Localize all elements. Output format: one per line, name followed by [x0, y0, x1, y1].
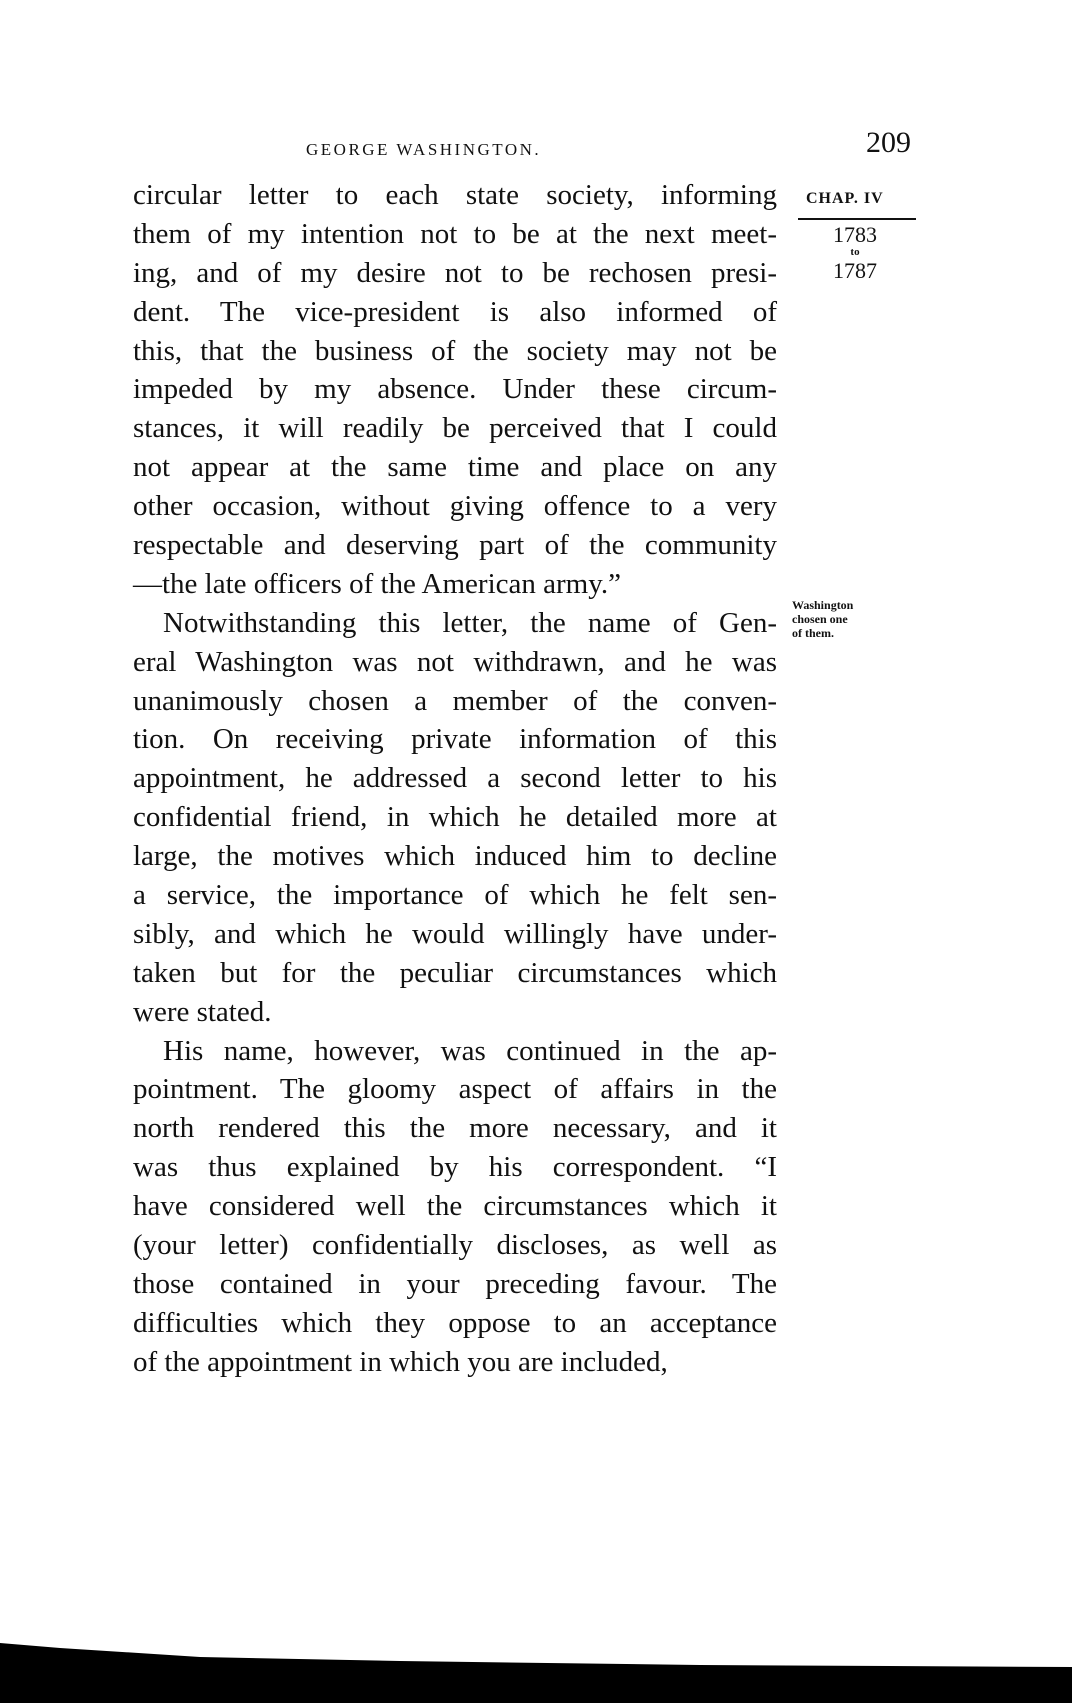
text-line: taken but for the peculiar circumstances which [133, 956, 777, 989]
year-to-word: to [850, 246, 860, 258]
text-line: those contained in your preceding favour. The [133, 1267, 777, 1300]
text-line: Notwithstanding this letter, the name of Gen- [163, 606, 777, 639]
text-line: difficulties which they oppose to an acceptance [133, 1306, 777, 1339]
body-text [133, 176, 777, 1382]
text-line: respectable and deserving part of the community [133, 529, 777, 562]
text-line: a service, the importance of which he felt sen- [133, 879, 777, 912]
text-line: large, the motives which induced him to decline [133, 840, 777, 873]
year-from: 1783 [833, 222, 877, 247]
margin-note-line: of them. [792, 626, 834, 640]
text-line: dent. The vice-president is also informed of [133, 295, 777, 328]
text-line: circular letter to each state society, informing [133, 179, 777, 211]
text-line: were stated. [133, 995, 272, 1028]
margin-note-line: Washington [792, 598, 854, 612]
text-line: (your letter) confidentially discloses, as well as [133, 1229, 777, 1262]
text-line: His name, however, was continued in the ap- [163, 1034, 777, 1067]
text-line: have considered well the circumstances which it [133, 1190, 777, 1223]
text-line: confidential friend, in which he detailed more at [133, 801, 777, 834]
text-line: not appear at the same time and place on any [133, 451, 777, 484]
text-line: this, that the business of the society may not be [133, 334, 777, 367]
text-line: them of my intention not to be at the next meet- [133, 217, 777, 250]
text-line: ing, and of my desire not to be rechosen presi- [133, 256, 777, 289]
page-number: 209 [866, 126, 911, 159]
text-line: eral Washington was not withdrawn, and he was [133, 645, 777, 678]
text-line: sibly, and which he would willingly have under- [133, 917, 777, 950]
text-line: was thus explained by his correspondent. “I [133, 1151, 777, 1184]
margin-note [792, 598, 853, 640]
margin-rule [798, 218, 916, 220]
year-to: 1787 [833, 258, 877, 283]
margin-note-line: chosen one [792, 612, 848, 626]
text-line: appointment, he addressed a second letter to his [133, 762, 777, 795]
text-line: —the late officers of the American army.” [133, 567, 621, 600]
running-title: GEORGE WASHINGTON. [306, 140, 542, 159]
text-line: stances, it will readily be perceived that I could [133, 412, 777, 445]
scan-edge-shadow [0, 1620, 1072, 1703]
text-line: of the appointment in which you are included, [133, 1345, 668, 1378]
text-line: tion. On receiving private information of this [133, 723, 777, 756]
text-line: pointment. The gloomy aspect of affairs in the [133, 1073, 777, 1106]
text-line: unanimously chosen a member of the conven- [133, 684, 777, 717]
text-line: north rendered this the more necessary, and it [133, 1112, 777, 1145]
chapter-label: CHAP. IV [806, 190, 884, 207]
text-line: impeded by my absence. Under these circum- [133, 373, 777, 406]
text-line: other occasion, without giving offence to a very [133, 490, 777, 523]
